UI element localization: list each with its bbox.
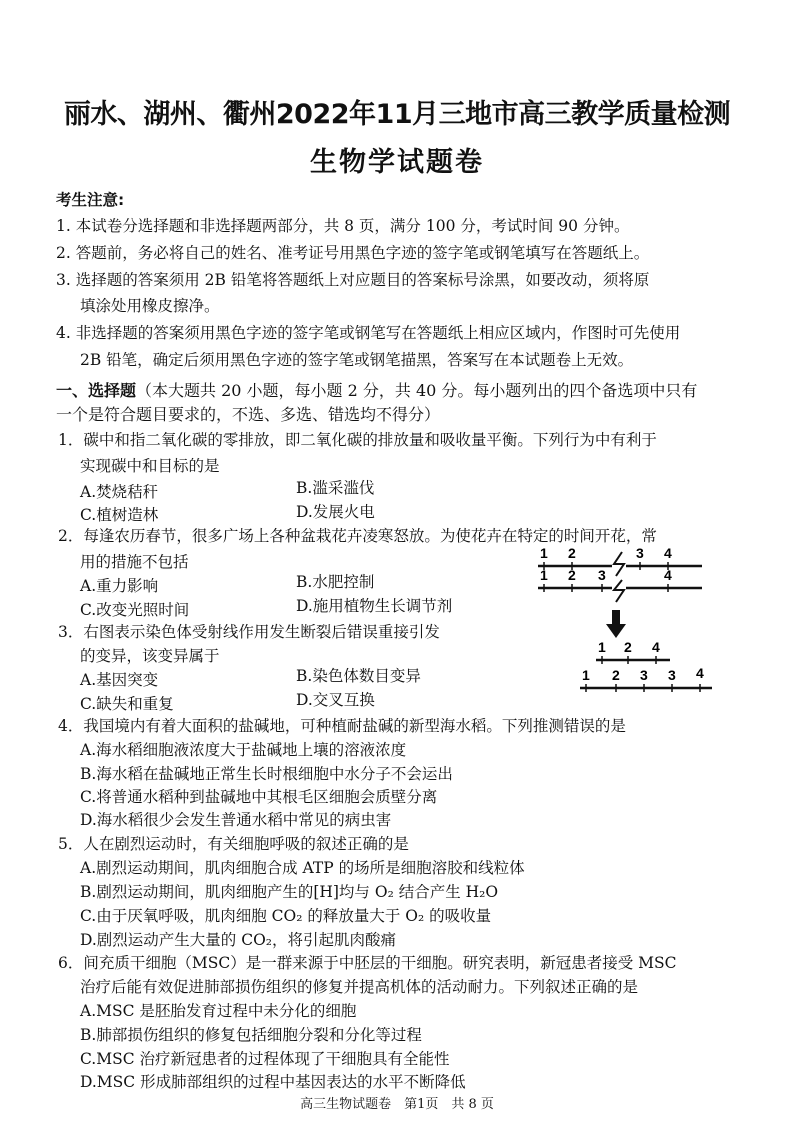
q3-option-a[interactable]: A.基因突变 xyxy=(80,671,159,689)
q5-option-a[interactable]: A.剧烈运动期间，肌肉细胞合成 ATP 的场所是细胞溶胶和线粒体 xyxy=(80,859,525,877)
q3-option-c[interactable]: C.缺失和重复 xyxy=(80,695,174,713)
q3-option-d[interactable]: D.交叉互换 xyxy=(296,691,375,709)
notice-item-3: 3. 选择题的答案须用 2B 铅笔将答题纸上对应题目的答案标号涂黑，如要改动，须将原 xyxy=(56,271,650,289)
q2-option-c[interactable]: C.改变光照时间 xyxy=(80,601,190,619)
notice-item-4-cont: 2B 铅笔，确定后须用黑色字迹的签字笔或钢笔描黑，答案写在本试题卷上无效。 xyxy=(80,351,634,369)
notice-item-3-cont: 填涂处用橡皮擦净。 xyxy=(80,297,220,315)
exam-subtitle: 生物学试题卷 xyxy=(310,147,484,178)
q3-stem-1: 3．右图表示染色体受射线作用发生断裂后错误重接引发 xyxy=(58,623,440,641)
notice-item-2: 2. 答题前，务必将自己的姓名、准考证号用黑色字迹的签字笔或钢笔填写在答题纸上。 xyxy=(56,244,650,262)
q5-option-c[interactable]: C.由于厌氧呼吸，肌肉细胞 CO₂ 的释放量大于 O₂ 的吸收量 xyxy=(80,907,492,925)
q4-option-c[interactable]: C.将普通水稻种到盐碱地中其根毛区细胞会质壁分离 xyxy=(80,788,438,806)
notice-heading: 考生注意: xyxy=(56,191,125,209)
q6-option-b[interactable]: B.肺部损伤组织的修复包括细胞分裂和分化等过程 xyxy=(80,1026,422,1044)
q1-option-d[interactable]: D.发展火电 xyxy=(296,503,375,521)
fig-bottom-upper-label-1: 1 xyxy=(598,639,606,655)
fig-top-lower-label-1: 1 xyxy=(540,567,548,583)
q1-stem-1: 1．碳中和指二氧化碳的零排放，即二氧化碳的排放量和吸收量平衡。下列行为中有利于 xyxy=(58,431,657,449)
fig-top-upper-label-4: 4 xyxy=(664,545,672,561)
fig-top-upper-label-1: 1 xyxy=(540,545,548,561)
q6-stem-2: 治疗后能有效促进肺部损伤组织的修复并提高机体的活动耐力。下列叙述正确的是 xyxy=(80,978,639,996)
fig-top-upper-label-2: 2 xyxy=(568,545,576,561)
fig-bottom-upper-label-2: 2 xyxy=(624,639,632,655)
fig-top-upper-label-3: 3 xyxy=(636,545,644,561)
fig-bottom-lower-label-2: 2 xyxy=(612,667,620,683)
q2-stem-2: 用的措施不包括 xyxy=(80,553,189,571)
q3-stem-2: 的变异，该变异属于 xyxy=(80,647,220,665)
q5-stem-1: 5．人在剧烈运动时，有关细胞呼吸的叙述正确的是 xyxy=(58,835,409,853)
fig-top-lower-label-2: 2 xyxy=(568,567,576,583)
q6-option-a[interactable]: A.MSC 是胚胎发育过程中未分化的细胞 xyxy=(80,1002,357,1020)
q4-option-b[interactable]: B.海水稻在盐碱地正常生长时根细胞中水分子不会运出 xyxy=(80,765,453,783)
notice-item-4: 4. 非选择题的答案须用黑色字迹的签字笔或钢笔写在答题纸上相应区域内，作图时可先使用 xyxy=(56,324,681,342)
fig-bottom-upper-label-3: 4 xyxy=(652,639,660,655)
q4-option-a[interactable]: A.海水稻细胞液浓度大于盐碱地上壤的溶液浓度 xyxy=(80,741,407,759)
q6-option-c[interactable]: C.MSC 治疗新冠患者的过程体现了干细胞具有全能性 xyxy=(80,1050,450,1068)
q3-option-b[interactable]: B.染色体数目变异 xyxy=(296,667,421,685)
q2-option-b[interactable]: B.水肥控制 xyxy=(296,573,375,591)
radiation-break-icon xyxy=(614,552,624,576)
q5-option-b[interactable]: B.剧烈运动期间，肌肉细胞产生的[H]均与 O₂ 结合产生 H₂O xyxy=(80,883,499,901)
exam-title: 丽水、湖州、衢州2022年11月三地市高三教学质量检测 xyxy=(63,99,731,130)
q2-option-d[interactable]: D.施用植物生长调节剂 xyxy=(296,597,453,615)
q1-stem-2: 实现碳中和目标的是 xyxy=(80,457,220,475)
fig-bottom-lower-label-3: 3 xyxy=(640,667,648,683)
q5-option-d[interactable]: D.剧烈运动产生大量的 CO₂，将引起肌肉酸痛 xyxy=(80,931,397,949)
fig-bottom-lower-label-1: 1 xyxy=(582,667,590,683)
q1-option-b[interactable]: B.滥采滥伐 xyxy=(296,479,375,497)
section-desc-2: 一个是符合题目要求的，不选、多选、错选均不得分） xyxy=(56,405,441,424)
q4-stem-1: 4．我国境内有着大面积的盐碱地，可种植耐盐碱的新型海水稻。下列推测错误的是 xyxy=(58,717,626,735)
q2-option-a[interactable]: A.重力影响 xyxy=(80,577,159,595)
q1-option-a[interactable]: A.焚烧秸秆 xyxy=(80,483,159,501)
q2-stem-1: 2．每逢农历春节，很多广场上各种盆栽花卉凌寒怒放。为使花卉在特定的时间开花，常 xyxy=(58,527,657,545)
q6-option-d[interactable]: D.MSC 形成肺部组织的过程中基因表达的水平不断降低 xyxy=(80,1073,466,1091)
q4-option-d[interactable]: D.海水稻很少会发生普通水稻中常见的病虫害 xyxy=(80,811,392,829)
section-desc-1: （本大题共 20 小题，每小题 2 分，共 40 分。每小题列出的四个备选项中只有 xyxy=(136,381,698,400)
fig-top-lower-label-3: 3 xyxy=(598,567,606,583)
fig-bottom-lower-label-5: 4 xyxy=(696,665,704,681)
section-label: 一、选择题 xyxy=(56,381,137,400)
page-footer: 高三生物试题卷 第1页 共 8 页 xyxy=(300,1097,494,1112)
q1-option-c[interactable]: C.植树造林 xyxy=(80,506,159,524)
fig-top-lower-label-4: 4 xyxy=(664,567,672,583)
down-arrow-icon xyxy=(612,610,620,626)
notice-item-1: 1. 本试卷分选择题和非选择题两部分，共 8 页，满分 100 分，考试时间 90 分钟。 xyxy=(56,217,630,235)
fig-bottom-lower-label-4: 3 xyxy=(668,667,676,683)
q6-stem-1: 6．间充质干细胞（MSC）是一群来源于中胚层的干细胞。研究表明，新冠患者接受 MSC xyxy=(58,954,677,972)
radiation-break-icon-2 xyxy=(614,580,624,602)
chromosome-figure xyxy=(530,540,720,700)
